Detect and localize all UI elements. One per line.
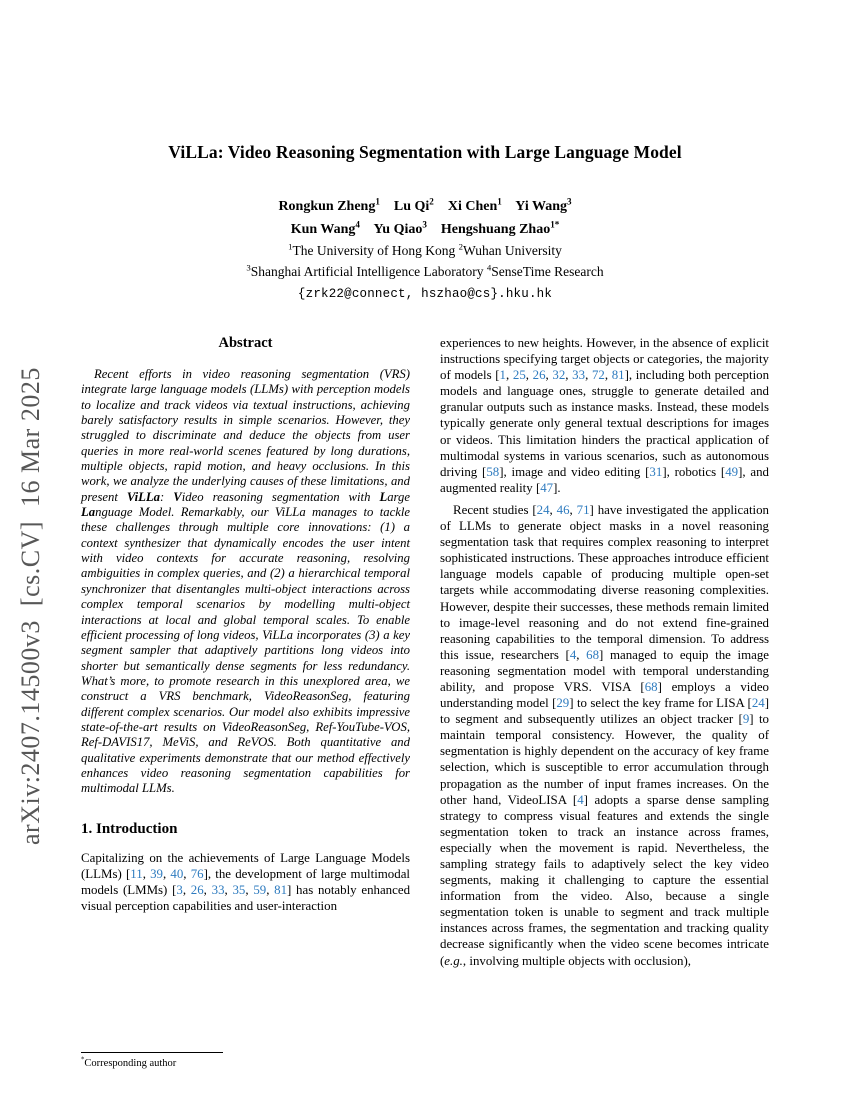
citation-link[interactable]: 39 [150, 866, 163, 881]
abstract-text: Recent efforts in video reasoning segmentation (VRS) integrate large language models (LLMs) with perception models to localize and track videos via textual instructions, achieving barely satisfactory results in simple scenarios. However, they struggled to discriminate and deduce the objects from user queries in more real-world scenes featured by long durations, multiple objects, rapid motion, and heavy occlusions. In this work, we analyze the underlying causes of these limitations, and present ViLLa: Video reasoning segmentation with Large Language Model. Remarkably, our ViLLa manages to tackle these challenges through multiple core innovations: (1) a context synthesizer that dynamically encodes the user intent with video contexts for accurate reasoning, resolving ambiguities in complex queries, and (2) a hierarchical temporal synchronizer that disentangles multi-object interactions across complex temporal scenarios by modelling multi-object interactions at local and global temporal scales. To enable efficient processing of long videos, ViLLa incorporates (3) a key segment sampler that adaptively partitions long videos into shorter but semantically dense segments for less redundancy. What’s more, to promote research in this unexplored area, we construct a VRS benchmark, VideoReasonSeg, featuring different complex scenarios. Our model also exhibits impressive state-of-the-art results on VideoReasonSeg, Ref-YouTube-VOS, Ref-DAVIS17, MeViS, and ReVOS. Both quantitative and qualitative experiments demonstrate that our method effectively enhances video reasoning segmentation capabilities for multimodal LLMs. [81, 367, 410, 796]
affiliation-line-1: $^1$The University of Hong Kong $^2$Wuhan University [288, 241, 562, 258]
left-column [81, 335, 410, 969]
citation-link[interactable]: 35 [232, 882, 246, 897]
superscript: 2 [458, 241, 464, 252]
citation-link[interactable]: 26 [532, 368, 546, 383]
citation-link[interactable]: 68 [586, 647, 600, 662]
superscript: * [81, 1056, 85, 1064]
citation-link[interactable]: 26 [190, 882, 204, 897]
superscript: 3 [567, 196, 572, 207]
citation-link[interactable]: 72 [591, 368, 605, 383]
author-block [0, 195, 850, 301]
superscript: 1 [375, 196, 380, 207]
footnote [81, 1052, 410, 1070]
footnote-rule [81, 1052, 223, 1053]
citation-link[interactable]: 81 [611, 368, 625, 383]
body-paragraph-2: Recent studies [24, 46, 71] have investigated the application of LLMs to generate object masks in a novel reasoning segmentation task that requires complex reasoning to interpret sophisticated instructions. These approaches introduce efficient language models capable of producing multiple open-set targets while accommodating diverse reasoning complexities. However, despite their successes, these methods remain limited to image-level reasoning and do not extend fine-grained reasoning capabilities to the temporal dimension. To address this issue, researchers [4, 68] managed to equip the image reasoning segmentation model with temporal understanding ability, and propose VRS. VISA [68] employs a video understanding model [29] to select the key frame for LISA [24] to segment and subsequently utilizes an object tracker [9] to maintain temporal consistency. However, the quality of segmentation is highly dependent on the accuracy of key frame selection, which is susceptible to error accumulation through propagation as the number of input frames increases. On the other hand, VideoLISA [4] adopts a sparse dense sampling strategy to compress visual features and extends the single segmentation token to track an instance across frames, especially when the movement is rapid. Nevertheless, the sampling strategy fails to adaptively select the key video segments, making it challenging to capture the essential information from the video. Also, because a single segmentation token is unable to segment and track multiple instances across frames, the segmentation and tracking quality decrease significantly when the video scene becomes intricate (e.g., involving multiple objects with occlusion), [440, 502, 770, 968]
superscript: 1 [288, 241, 293, 252]
author-line-2: Kun Wang$^4$ Yu Qiao$^3$ Hengshuang Zhao$^{1*}$ [290, 219, 560, 237]
paper-header [0, 142, 850, 301]
citation-link[interactable]: 33 [211, 882, 225, 897]
two-column-body [81, 335, 769, 969]
citation-link[interactable]: 33 [572, 368, 586, 383]
affiliation-line-2: $^3$Shanghai Artificial Intelligence Laboratory $^4$SenseTime Research [246, 262, 604, 279]
citation-link[interactable]: 76 [190, 866, 204, 881]
superscript: 3 [422, 219, 427, 230]
citation-link[interactable]: 46 [556, 502, 570, 517]
arxiv-watermark: arXiv:2407.14500v3 [cs.CV] 16 Mar 2025 [16, 367, 45, 845]
superscript: 2 [429, 196, 434, 207]
body-paragraph-1: experiences to new heights. However, in the absence of explicit instructions specifying target objects or categories, the majority of models [1, 25, 26, 32, 33, 72, 81], including both perception models and language ones, struggle to generate detailed and granular outputs such as instance masks. Instead, these models typically generate only general textual descriptions for images or videos. This limitation hinders the practical application of multimodal systems in various scenarios, such as autonomous driving [58], image and video editing [31], robotics [49], and augmented reality [47]. [440, 336, 770, 495]
citation-link[interactable]: 1 [499, 368, 506, 383]
right-column [440, 335, 769, 969]
citation-link[interactable]: 11 [130, 866, 143, 881]
citation-link[interactable]: 9 [742, 712, 750, 727]
bold-text: L [379, 489, 388, 504]
author-line-1: Rongkun Zheng$^1$ Lu Qi$^2$ Xi Chen$^1$ Yi Wang$^3$ [278, 196, 572, 214]
citation-link[interactable]: 49 [725, 464, 739, 479]
citation-link[interactable]: 68 [644, 679, 658, 694]
citation-link[interactable]: 40 [170, 866, 184, 881]
superscript: 1 [497, 196, 502, 207]
citation-link[interactable]: 3 [176, 882, 183, 897]
paper-title: ViLLa: Video Reasoning Segmentation with Large Language Model [168, 142, 682, 162]
bold-text: La [81, 505, 96, 520]
bold-text: ViLLa [126, 489, 161, 504]
citation-link[interactable]: 4 [577, 792, 584, 807]
citation-link[interactable]: 58 [486, 464, 500, 479]
citation-link[interactable]: 25 [512, 368, 526, 383]
italic-text: e.g. [444, 953, 463, 968]
citation-link[interactable]: 24 [751, 696, 765, 711]
citation-link[interactable]: 32 [552, 368, 566, 383]
citation-link[interactable]: 47 [540, 480, 554, 495]
bold-text: V [173, 489, 182, 504]
citation-link[interactable]: 71 [576, 502, 590, 517]
citation-link[interactable]: 31 [649, 464, 663, 479]
citation-link[interactable]: 29 [556, 696, 570, 711]
footnote-text: *Corresponding author [81, 1056, 177, 1069]
citation-link[interactable]: 81 [274, 882, 288, 897]
superscript: 4 [355, 219, 360, 230]
citation-link[interactable]: 24 [536, 502, 550, 517]
abstract-heading: Abstract [218, 335, 273, 351]
superscript: 4 [486, 262, 492, 272]
section-heading-introduction: 1. Introduction [81, 820, 178, 837]
superscript: 3 [246, 262, 251, 272]
intro-paragraph: Capitalizing on the achievements of Large Language Models (LLMs) [11, 39, 40, 76], the development of large multimodal models (LMMs) [3, 26, 33, 35, 59, 81] has notably enhanced visual perception capabilities and user-interaction [81, 850, 411, 913]
contact-email: {zrk22@connect, hszhao@cs}.hku.hk [297, 287, 553, 301]
superscript: 1* [550, 219, 560, 230]
citation-link[interactable]: 4 [569, 647, 577, 662]
citation-link[interactable]: 59 [253, 882, 267, 897]
